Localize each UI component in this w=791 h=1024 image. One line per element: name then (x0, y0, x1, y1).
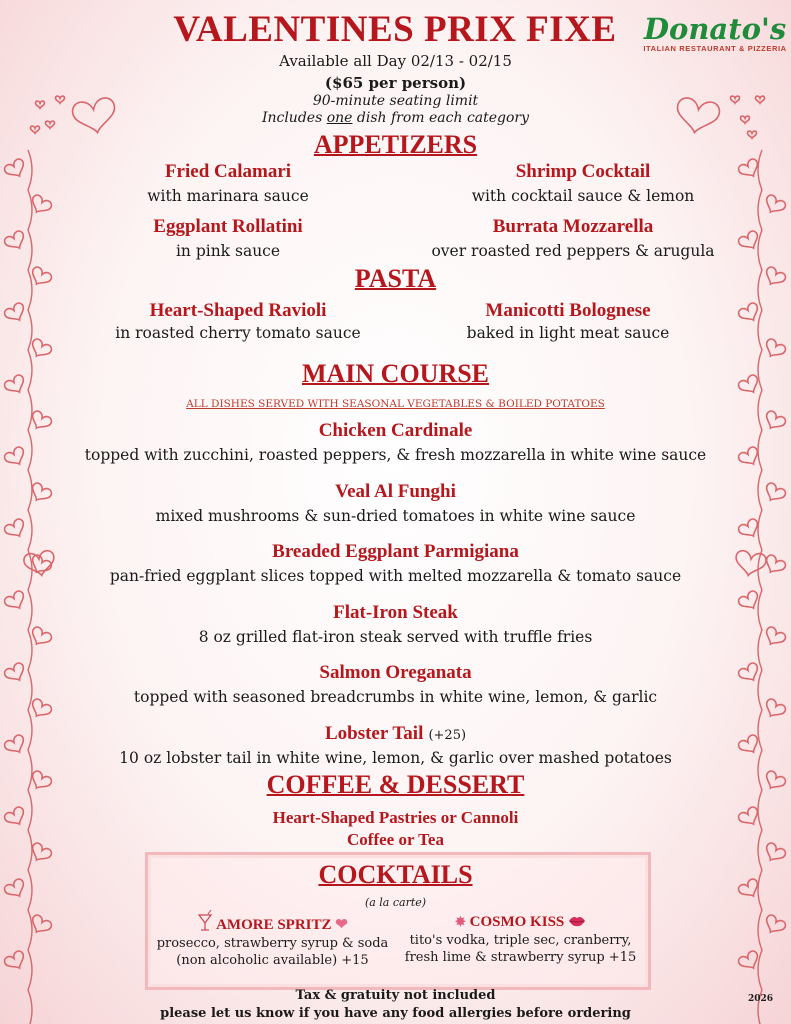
vine-heart-icon (762, 337, 787, 361)
main-item (0, 420, 791, 464)
heart-icon: ❤ (335, 917, 348, 933)
dish-desc: baked in light meat sauce (466, 324, 670, 342)
dish-name: Lobster Tail (324, 723, 424, 744)
vine-heart-icon (3, 301, 28, 325)
dessert-heading: COFFEE & DESSERT (266, 770, 525, 799)
dish-name: Salmon Oreganata (319, 662, 472, 683)
main-course-note: ALL DISHES SERVED WITH SEASONAL VEGETABLES & BOILED POTATOES (186, 398, 605, 410)
dish-name: Fried Calamari (164, 161, 292, 182)
appetizer-item (78, 216, 378, 260)
logo-name: Donato's (643, 12, 787, 46)
main-item (0, 662, 791, 706)
main-item (0, 481, 791, 525)
dish-desc: 10 oz lobster tail in white wine, lemon, & garlic over mashed potatoes (119, 749, 672, 767)
cocktail-glass-icon (197, 914, 213, 932)
cocktail-desc: prosecco, strawberry syrup & soda (156, 936, 389, 951)
cocktail-name: AMORE SPRITZ (216, 917, 332, 933)
appetizer-item (408, 216, 738, 260)
dish-name: Veal Al Funghi (335, 481, 456, 502)
cocktails-heading: COCKTAILS (318, 860, 473, 889)
dish-desc: 8 oz grilled flat-iron steak served with truffle fries (198, 628, 593, 646)
dish-name: Eggplant Rollatini (153, 216, 303, 237)
vine-heart-icon (3, 157, 28, 181)
main-item (0, 602, 791, 646)
dish-name: Shrimp Cocktail (515, 161, 651, 182)
dish-desc: topped with seasoned breadcrumbs in white wine, lemon, & garlic (133, 688, 658, 706)
vine-heart-icon (28, 337, 53, 361)
dish-name: Heart-Shaped Ravioli (149, 300, 327, 321)
cocktail-desc: (non alcoholic available) +15 (176, 953, 369, 968)
dish-name: Breaded Eggplant Parmigiana (272, 541, 519, 562)
seating-limit-text: 90-minute seating limit (312, 93, 479, 109)
cocktail-desc: tito's vodka, triple sec, cranberry, (409, 933, 632, 948)
availability-text: Available all Day 02/13 - 02/15 (279, 52, 512, 70)
includes-emphasis: one (326, 110, 353, 126)
dish-desc: mixed mushrooms & sun-dried tomatoes in white wine sauce (155, 507, 636, 525)
dish-desc: with marinara sauce (147, 187, 309, 205)
lips-icon (568, 915, 586, 927)
year-label: 2026 (748, 994, 774, 1004)
menu-title: VALENTINES PRIX FIXE (173, 9, 617, 50)
tax-note: Tax & gratuity not included (295, 988, 496, 1003)
appetizer-item (418, 161, 748, 205)
dessert-line: Heart-Shaped Pastries or Cannoli (272, 808, 519, 827)
dish-name: Burrata Mozzarella (492, 216, 654, 237)
appetizer-item (78, 161, 378, 205)
restaurant-logo (640, 14, 790, 53)
cocktails-note: (a la carte) (364, 896, 427, 909)
surcharge: (+25) (428, 728, 467, 743)
allergy-note: please let us know if you have any food allergies before ordering (160, 1006, 631, 1021)
dish-desc: in roasted cherry tomato sauce (115, 324, 361, 342)
cocktail-name: COSMO KISS (469, 914, 565, 930)
vine-heart-icon (762, 913, 787, 937)
includes-post: dish from each category (352, 110, 530, 126)
dish-desc: pan-fried eggplant slices topped with melted mozzarella & tomato sauce (109, 567, 682, 585)
dish-name: Chicken Cardinale (318, 420, 473, 441)
main-course-heading: MAIN COURSE (301, 359, 490, 388)
fireworks-icon: ✸ (454, 914, 466, 929)
dish-desc: over roasted red peppers & arugula (431, 242, 715, 260)
logo-tagline: ITALIAN RESTAURANT & PIZZERIA (643, 44, 787, 53)
main-item (0, 723, 791, 767)
dish-desc: topped with zucchini, roasted peppers, & fresh mozzarella in white wine sauce (84, 446, 707, 464)
cocktail-desc: fresh lime & strawberry syrup +15 (404, 950, 637, 965)
cocktail-item (150, 914, 395, 968)
pasta-heading: PASTA (354, 264, 437, 293)
price-text: ($65 per person) (324, 74, 467, 92)
dish-name: Manicotti Bolognese (485, 300, 651, 321)
pasta-item (418, 300, 718, 342)
includes-pre: Includes (261, 110, 327, 126)
dish-name: Flat-Iron Steak (333, 602, 458, 623)
appetizers-heading: APPETIZERS (313, 130, 478, 159)
vine-heart-icon (3, 229, 28, 253)
dish-desc: in pink sauce (175, 242, 281, 260)
cocktail-item (398, 914, 643, 965)
vine-heart-icon (3, 949, 28, 973)
coffee-line: Coffee or Tea (347, 830, 444, 849)
vine-heart-icon (762, 193, 787, 217)
includes-text (0, 110, 791, 126)
dish-desc: with cocktail sauce & lemon (471, 187, 695, 205)
main-item (0, 541, 791, 585)
pasta-item (88, 300, 388, 342)
